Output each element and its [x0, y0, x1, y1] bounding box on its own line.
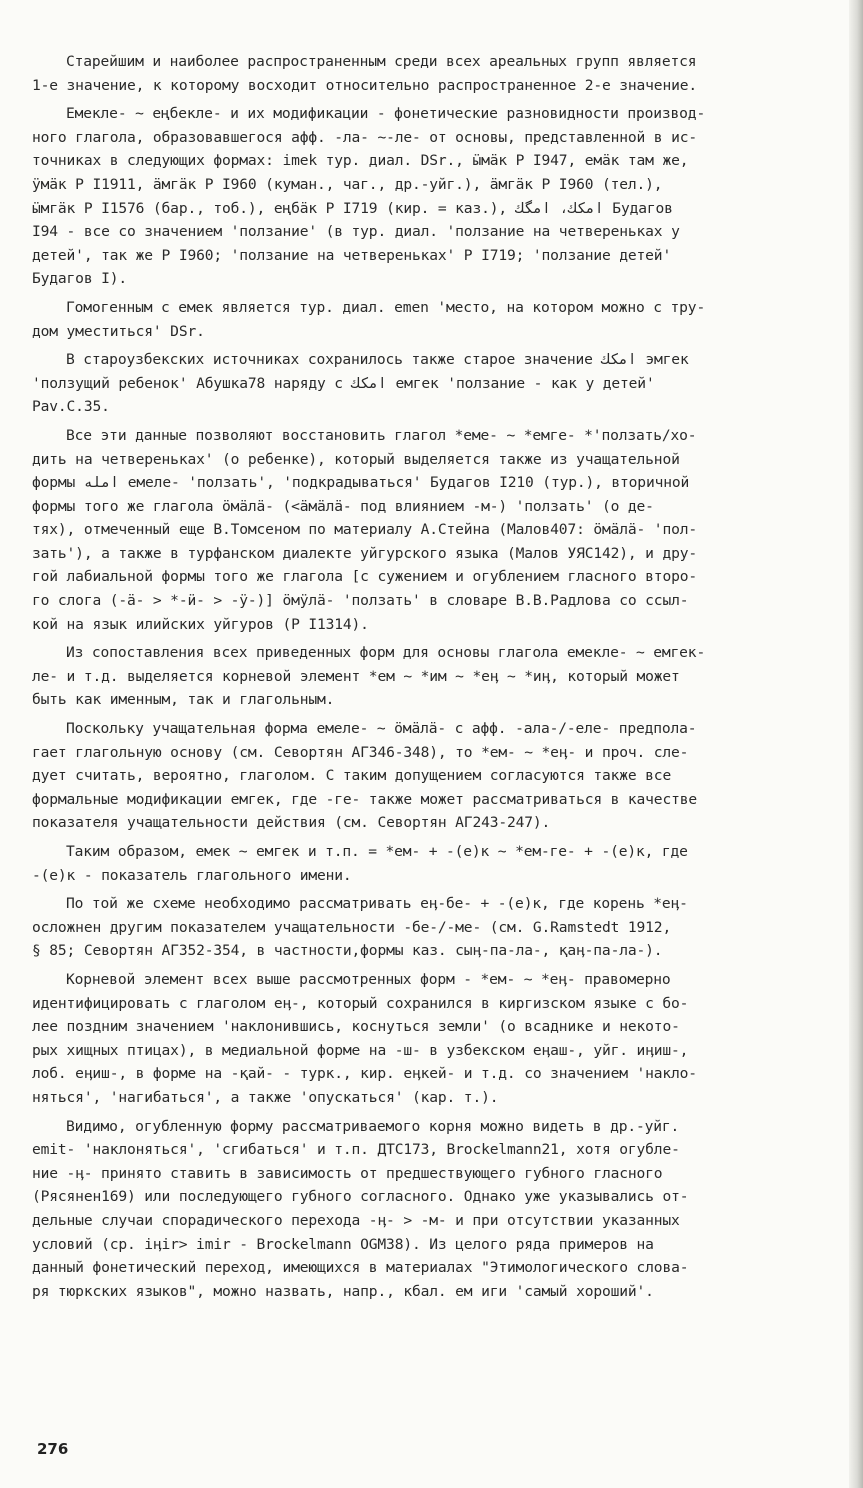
- text-line: Поскольку учащательная форма емеле- ~ ӧмӓлӓ- с афф. -ала-/-еле- предпола-: [66, 720, 697, 738]
- text-line: условий (ср. iӊir> imir - Brockelmann OGM38). Из целого ряда примеров на: [32, 1235, 654, 1253]
- text-line: Все эти данные позволяют восстановить глагол *еме- ~ *емге- *'ползать/хо-: [66, 426, 697, 444]
- paragraph: [32, 840, 844, 887]
- page-number: 276: [37, 1440, 69, 1458]
- paragraph: [32, 717, 844, 835]
- text-line: осложнен другим показателем учащательности -бе-/-ме- (см. G.Ramstedt 1912,: [32, 918, 672, 936]
- text-line: точниках в следующих формах: imek тур. диал. DSr., ӹмӓк Р I947, емӓк там же,: [32, 152, 689, 170]
- page-edge-shadow: [849, 0, 863, 1488]
- text-line: дить на четвереньках' (о ребенке), который выделяется также из учащательной: [32, 450, 680, 468]
- text-line: Корневой элемент всех выше рассмотренных форм - *ем- ~ *еӊ- правомерно: [66, 970, 671, 988]
- text-line: По той же схеме необходимо рассматривать еӊ-бе- + -(е)к, где корень *еӊ-: [66, 895, 688, 913]
- paragraph: [32, 296, 844, 343]
- text-line: ря тюркских языков", можно назвать, напр., кбал. ем иги 'самый хороший'.: [32, 1282, 654, 1300]
- text-line: ного глагола, образовавшегося афф. -ла- ~-ле- от основы, представленной в ис-: [32, 128, 697, 146]
- text-line: данный фонетический переход, имеющихся в материалах "Этимологического слова-: [32, 1259, 689, 1277]
- text-line: § 85; Севортян АГ352-354, в частности,формы каз. сыӊ-па-ла-, қаӊ-па-ла-).: [32, 942, 663, 960]
- text-line: дом уместиться' DSr.: [32, 322, 205, 340]
- text-line: формы امله емеле- 'ползать', 'подкрадываться' Будагов I210 (тур.), вторичной: [32, 474, 690, 492]
- text-line: 'ползущий ребенок' Абушка78 наряду с امكك емгек 'ползание - как у детей': [32, 374, 655, 392]
- text-line: I94 - все со значением 'ползание' (в тур. диал. 'ползание на четвереньках у: [32, 223, 680, 241]
- paragraph: [32, 424, 844, 636]
- text-line: ӱмӓк Р I1911, ӓмгӓк Р I960 (куман., чаг., др.-уйг.), ӓмгӓк Р I960 (тел.),: [32, 175, 663, 193]
- text-line: Таким образом, емек ~ емгек и т.п. = *ем- + -(е)к ~ *ем-ге- + -(е)к, где: [66, 843, 688, 860]
- paragraph: [32, 348, 844, 419]
- text-line: Емекле- ~ еңбекле- и их модификации - фонетические разновидности производ-: [66, 105, 706, 123]
- text-line: ле- и т.д. выделяется корневой элемент *ем ~ *им ~ *еӊ ~ *иӊ, который может: [32, 667, 680, 685]
- text-line: кой на язык илийских уйгуров (Р I1314).: [32, 615, 369, 633]
- text-line: В староузбекских источниках сохранилось также старое значение امكك эмгек: [66, 351, 689, 369]
- text-line: Гомогенным с емек является тур. диал. emen 'место, на котором можно с тру-: [66, 298, 706, 316]
- text-line: показателя учащательности действия (см. Севортян АГ243-247).: [32, 814, 551, 832]
- text-line: го слога (-ӓ- > *-ӥ- > -ӱ-)] ӧмӱлӓ- 'ползать' в словаре В.В.Радлова со ссыл-: [32, 592, 689, 610]
- text-line: 1-е значение, к которому восходит относительно распространенное 2-е значение.: [32, 76, 697, 94]
- document-body: [32, 50, 844, 1308]
- text-line: ӹмгӓк Р I1576 (бар., тоб.), еңбӓк Р I719 (кир. = каз.), امكك، امگك Будагов: [32, 199, 673, 217]
- text-line: лее поздним значением 'наклонившись, коснуться земли' (о всаднике и некото-: [32, 1018, 680, 1036]
- text-line: дует считать, вероятно, глаголом. С таким допущением согласуются также все: [32, 767, 672, 785]
- paragraph: [32, 102, 844, 291]
- text-line: Будагов I).: [32, 270, 127, 288]
- text-line: -(е)к - показатель глагольного имени.: [32, 866, 352, 884]
- paragraph: [32, 892, 844, 963]
- text-line: детей', так же Р I960; 'ползание на четвереньках' Р I719; 'ползание детей': [32, 246, 672, 264]
- paragraph: [32, 50, 844, 97]
- text-line: тях), отмеченный еще В.Томсеном по материалу А.Стейна (Малов407: ӧмӓлӓ- 'пол-: [32, 521, 697, 539]
- paragraph: [32, 1115, 844, 1304]
- text-line: няться', 'нагибаться', а также 'опускаться' (кар. т.).: [32, 1088, 499, 1106]
- text-line: (Рясянен169) или последующего губного согласного. Однако уже указывались от-: [32, 1188, 689, 1206]
- text-line: Видимо, огубленную форму рассматриваемого корня можно видеть в др.-уйг.: [66, 1117, 680, 1135]
- text-line: Pav.C.35.: [32, 398, 110, 416]
- text-line: Старейшим и наиболее распространенным среди всех ареальных групп является: [66, 53, 697, 70]
- text-line: быть как именным, так и глагольным.: [32, 691, 335, 709]
- text-line: emit- 'наклоняться', 'сгибаться' и т.п. ДТС173, Brockelmann21, хотя огубле-: [32, 1141, 680, 1159]
- text-line: ние -ӊ- принято ставить в зависимость от предшествующего губного гласного: [32, 1164, 663, 1182]
- text-line: лоб. еӊиш-, в форме на -қай- - турк., кир. еӊкей- и т.д. со значением 'накло-: [32, 1065, 697, 1083]
- paragraph: [32, 641, 844, 712]
- text-line: зать'), а также в турфанском диалекте уйгурского языка (Малов УЯС142), и дру-: [32, 544, 697, 562]
- text-line: Из сопоставления всех приведенных форм для основы глагола емекле- ~ емгек-: [66, 644, 706, 662]
- text-line: формальные модификации емгек, где -ге- также может рассматриваться в качестве: [32, 790, 697, 808]
- text-line: рых хищных птицах), в медиальной форме на -ш- в узбекском еӊаш-, уйг. иӊиш-,: [32, 1041, 689, 1059]
- text-line: гает глагольную основу (см. Севортян АГ346-348), то *ем- ~ *еӊ- и проч. сле-: [32, 743, 689, 761]
- text-line: дельные случаи спорадического перехода -ӊ- > -м- и при отсутствии указанных: [32, 1211, 680, 1229]
- paragraph: [32, 968, 844, 1110]
- text-line: формы того же глагола ӧмӓлӓ- (<ӓмӓлӓ- под влиянием -м-) 'ползать' (о де-: [32, 497, 654, 515]
- text-line: гой лабиальной формы того же глагола [с сужением и огублением гласного второ-: [32, 568, 697, 586]
- text-line: идентифицировать с глаголом еӊ-, который сохранился в киргизском языке с бо-: [32, 994, 689, 1012]
